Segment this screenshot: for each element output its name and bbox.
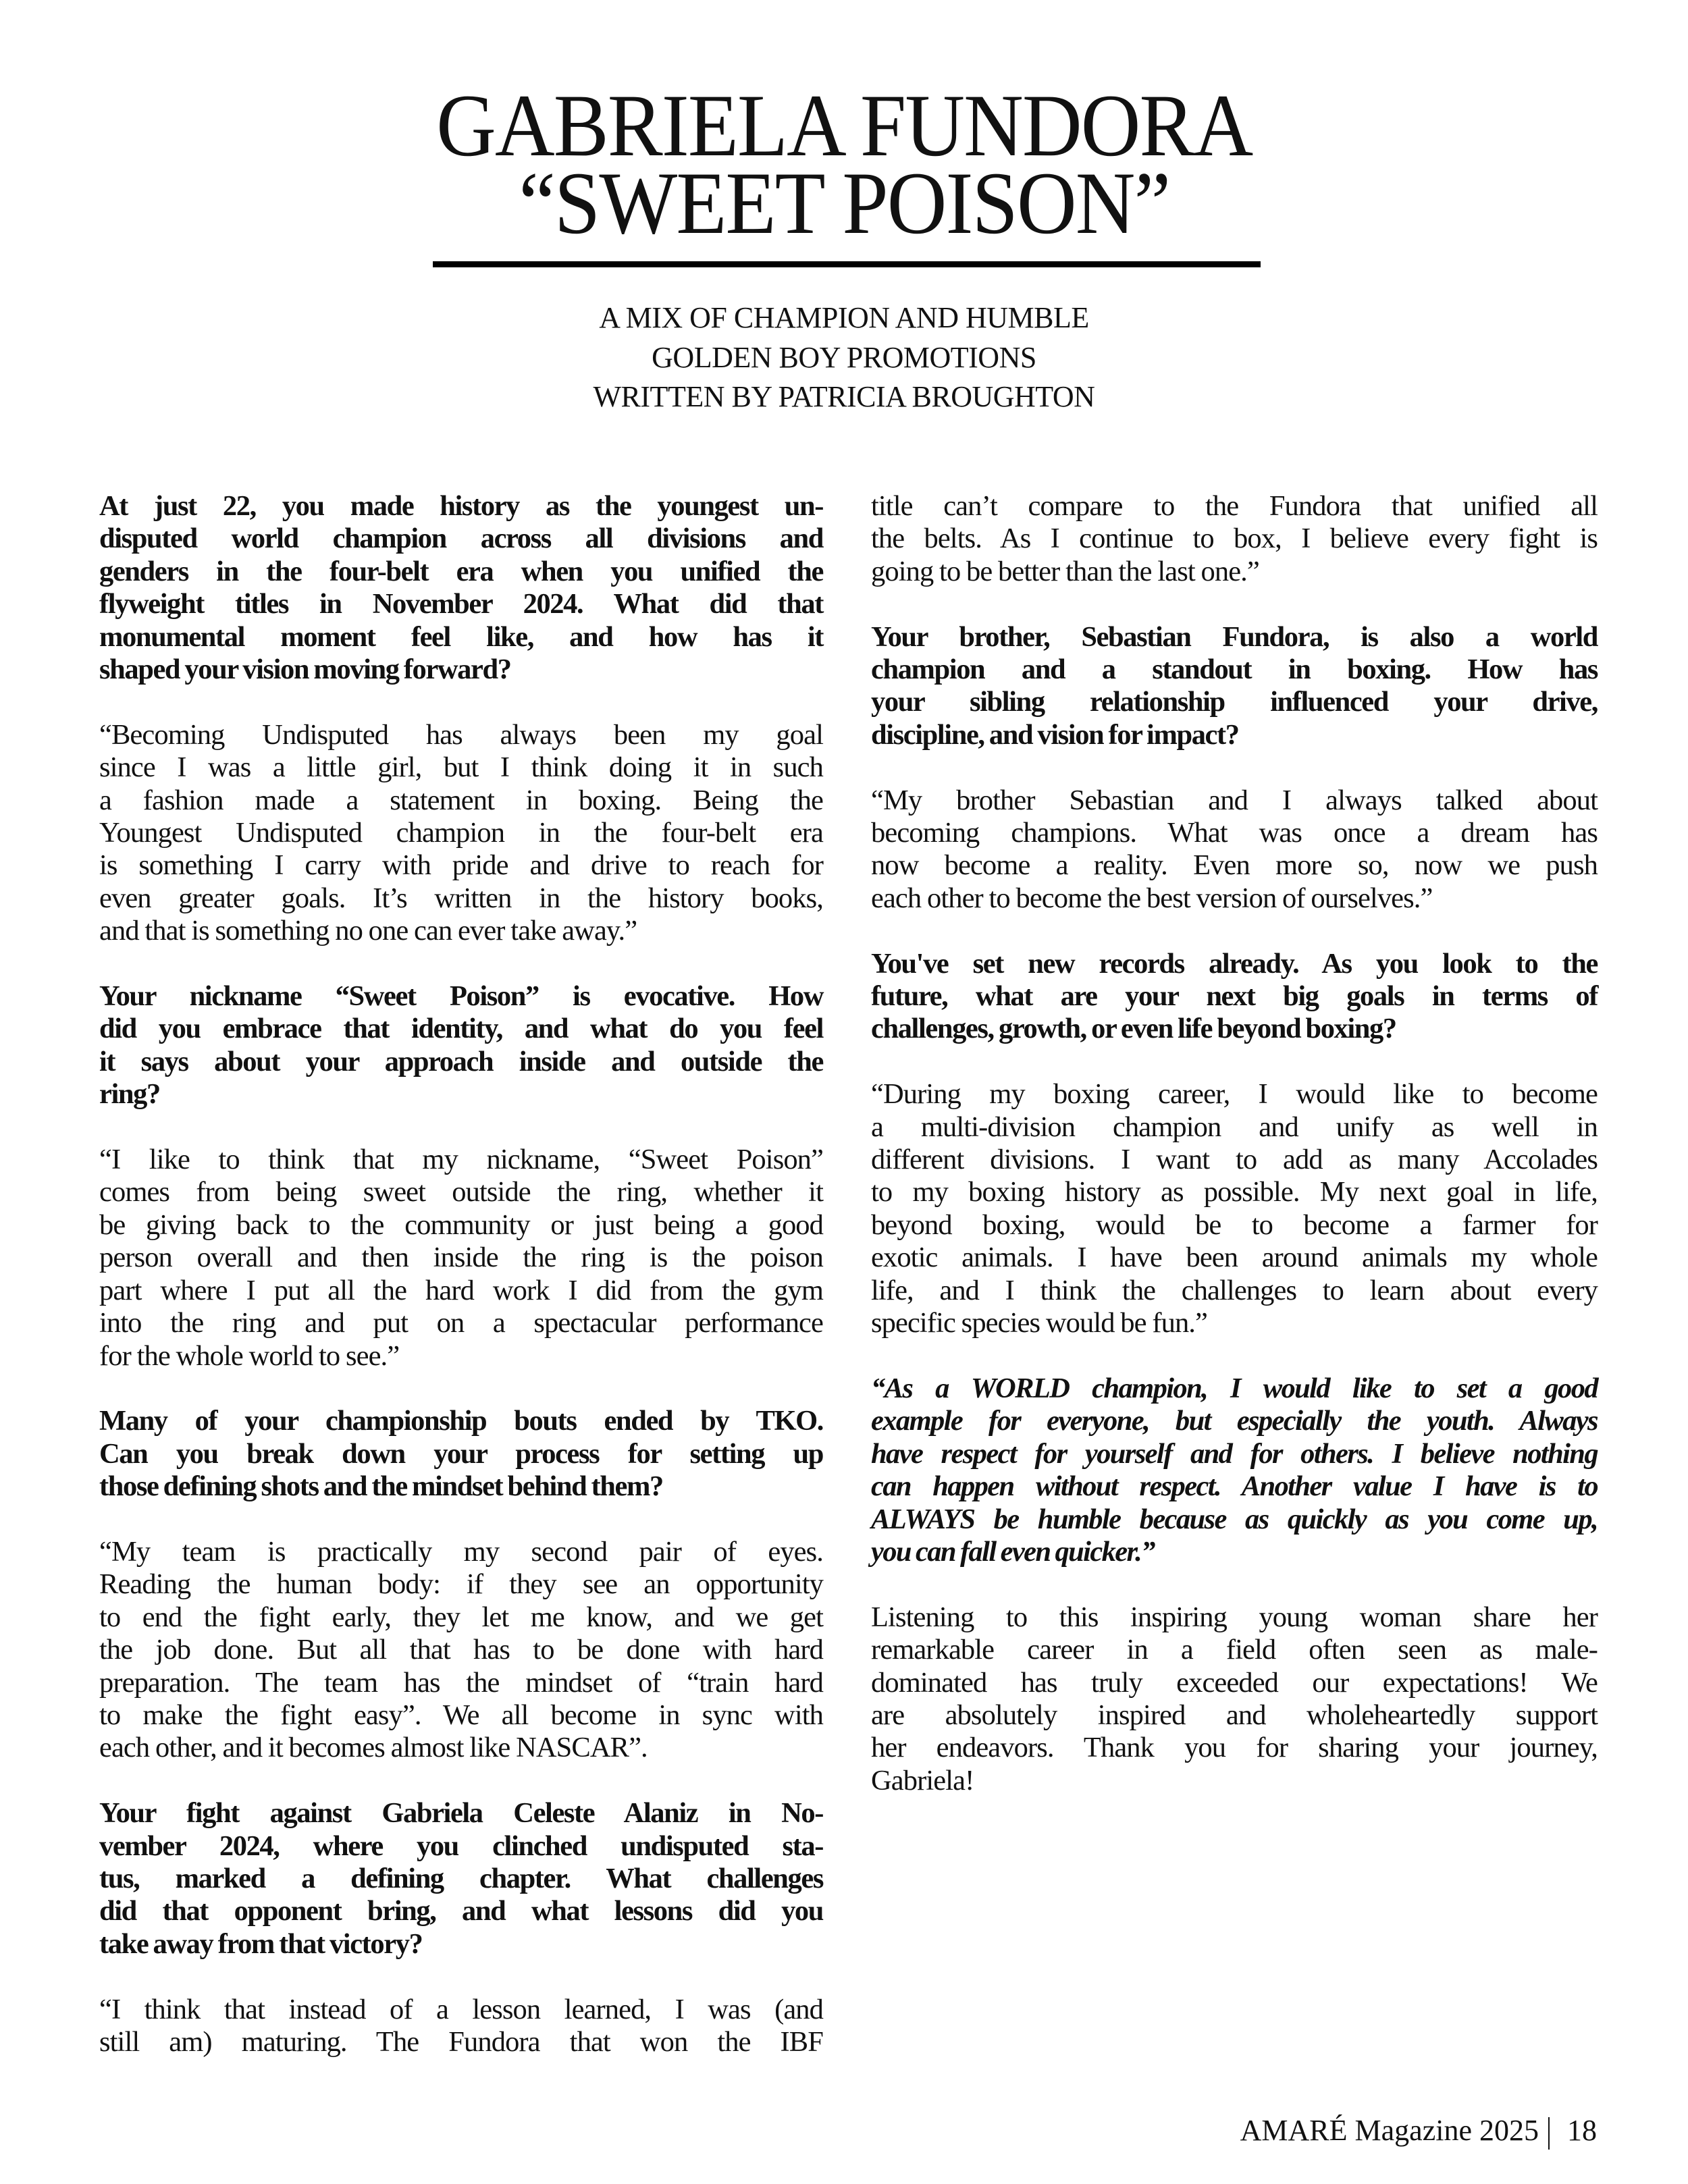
text-line: is something I carry with pride and drive to reach for [99,849,823,882]
text-line: each other, and it becomes almost like NASCAR”. [99,1732,648,1764]
text-line: a multi-division champion and unify as well in [871,1111,1598,1143]
text-line: you can fall even quicker.” [871,1535,1155,1568]
text-line: exotic animals. I have been around animals my whole [871,1242,1598,1274]
interview-answer [99,1144,823,1373]
text-line: preparation. The team has the mindset of “train hard [99,1666,823,1699]
subtitle-tagline: A MIX OF CHAMPION AND HUMBLE [599,301,1089,334]
text-line: and that is something no one can ever take away.” [99,915,637,947]
text-line: flyweight titles in November 2024. What did that [99,588,823,620]
text-line: for the whole world to see.” [99,1339,400,1372]
text-line: dominated has truly exceeded our expectations! We [871,1666,1598,1699]
text-line: “I like to think that my nickname, “Sweet Poison” [99,1144,823,1176]
text-line: Listening to this inspiring young woman share her [871,1601,1598,1633]
text-line: shaped your vision moving forward? [99,654,511,686]
interview-question [99,980,823,1111]
text-line: to end the fight early, they let me know, and we get [99,1601,823,1633]
text-line: still am) maturing. The Fundora that won the IBF [99,2025,823,2058]
title-line-nickname: “SWEET POISON” [519,153,1170,252]
text-line: person overall and then inside the ring is the poison [99,1242,823,1274]
right-column [871,490,1598,1830]
interview-answer [99,719,823,948]
text-line: going to be better than the last one.” [871,555,1259,587]
text-line: since I was a little girl, but I think doing it in such [99,751,823,784]
text-line: champion and a standout in boxing. How has [871,654,1598,686]
interview-answer [871,490,1598,588]
pull-quote [871,1373,1598,1568]
text-line: can happen without respect. Another value I have is to [871,1470,1598,1503]
text-line: “My team is practically my second pair of eyes. [99,1535,823,1568]
text-line: genders in the four-belt era when you unified the [99,555,823,587]
text-line: even greater goals. It’s written in the history books, [99,882,823,914]
text-line: title can’t compare to the Fundora that unified all [871,490,1598,522]
text-line: it says about your approach inside and outside the [99,1045,823,1077]
interview-question [871,948,1598,1046]
interview-answer [871,1078,1598,1339]
text-line: a fashion made a statement in boxing. Being the [99,784,823,816]
text-line: monumental moment feel like, and how has it [99,620,823,653]
text-line: be giving back to the community or just being a good [99,1208,823,1241]
text-line: your sibling relationship influenced your drive, [871,686,1598,718]
interview-question [99,1797,823,1961]
interview-question [99,490,823,686]
text-line: discipline, and vision for impact? [871,718,1239,751]
text-line: now become a reality. Even more so, now we push [871,849,1598,882]
article-title [59,76,1629,252]
text-line: to make the fight easy”. We all become in sync with [99,1699,823,1731]
text-line: “As a WORLD champion, I would like to set a good [871,1372,1598,1404]
text-line: Gabriela! [871,1764,974,1796]
interview-question [871,621,1598,752]
text-line: those defining shots and the mindset behind them? [99,1470,663,1503]
text-line: Youngest Undisputed champion in the four-belt era [99,817,823,849]
text-line: challenges, growth, or even life beyond boxing? [871,1013,1396,1045]
page-number: 18 [1567,2114,1597,2147]
text-line: did that opponent bring, and what lessons did you [99,1895,823,1927]
text-line: You've set new records already. As you look to the [871,947,1598,980]
text-line: example for everyone, but especially the youth. Always [871,1405,1598,1437]
text-line: Your nickname “Sweet Poison” is evocative. How [99,980,823,1013]
publication-name: AMARÉ Magazine 2025 [1240,2114,1539,2147]
text-line: part where I put all the hard work I did from the gym [99,1274,823,1306]
text-line: her endeavors. Thank you for sharing your journey, [871,1732,1598,1764]
text-line: beyond boxing, would be to become a farmer for [871,1208,1598,1241]
text-line: disputed world champion across all divisions and [99,523,823,555]
text-line: ring? [99,1078,160,1111]
text-line: ALWAYS be humble because as quickly as you come up, [871,1503,1598,1535]
page-footer [1240,2112,1597,2150]
text-line: At just 22, you made history as the youngest un- [99,490,823,522]
text-line: tus, marked a defining chapter. What challenges [99,1862,823,1894]
text-line: each other to become the best version of ourselves.” [871,882,1433,914]
text-line: becoming champions. What was once a dream has [871,817,1598,849]
text-line: comes from being sweet outside the ring, whether it [99,1176,823,1208]
text-line: did you embrace that identity, and what do you feel [99,1013,823,1045]
text-line: Many of your championship bouts ended by TKO. [99,1405,823,1437]
text-line: Can you break down your process for setting up [99,1437,823,1470]
text-line: the belts. As I continue to box, I believe every fight is [871,523,1598,555]
text-line: future, what are your next big goals in terms of [871,980,1598,1013]
subtitle-byline: WRITTEN BY PATRICIA BROUGHTON [593,380,1095,413]
text-line: into the ring and put on a spectacular performance [99,1307,823,1339]
subtitle-promoter: GOLDEN BOY PROMOTIONS [652,340,1036,374]
text-line: different divisions. I want to add as many Accolades [871,1144,1598,1176]
text-line: specific species would be fun.” [871,1307,1207,1339]
text-line: Your fight against Gabriela Celeste Alaniz in No- [99,1797,823,1830]
text-line: take away from that victory? [99,1927,423,1960]
interview-answer [871,784,1598,915]
text-line: remarkable career in a field often seen as male- [871,1634,1598,1666]
left-column [99,490,823,2058]
interview-question [99,1405,823,1503]
text-line: “Becoming Undisputed has always been my goal [99,718,823,751]
text-line: “My brother Sebastian and I always talked about [871,784,1598,816]
text-line: have respect for yourself and for others. I believe nothing [871,1437,1598,1470]
interview-answer [99,1994,823,2059]
interview-answer [99,1536,823,1765]
text-line: are absolutely inspired and wholeheartedly support [871,1699,1598,1731]
text-line: to my boxing history as possible. My next goal in life, [871,1176,1598,1208]
interview-answer [871,1601,1598,1797]
text-line: Your brother, Sebastian Fundora, is also a world [871,620,1598,653]
text-line: life, and I think the challenges to learn about every [871,1274,1598,1306]
text-line: the job done. But all that has to be done with hard [99,1634,823,1666]
title-divider [433,261,1261,267]
text-line: “I think that instead of a lesson learned, I was (and [99,1993,823,2025]
title-line-name: GABRIELA FUNDORA [436,76,1252,175]
text-line: vember 2024, where you clinched undisputed sta- [99,1830,823,1862]
article-subtitle [0,298,1688,417]
text-line: “During my boxing career, I would like to become [871,1078,1598,1111]
footer-separator [1548,2117,1550,2150]
text-line: Reading the human body: if they see an opportunity [99,1568,823,1601]
